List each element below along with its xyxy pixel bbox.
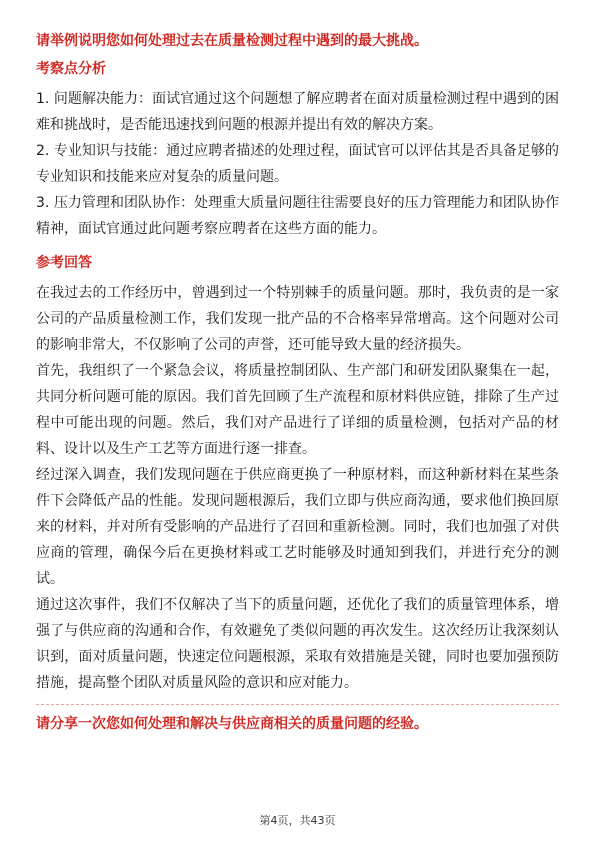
analysis-item: 1. 问题解决能力：面试官通过这个问题想了解应聘者在面对质量检测过程中遇到的困难和挑战时，是否能迅速找到问题的根源并提出有效的解决方案。 — [36, 91, 559, 133]
document-page — [36, 30, 559, 735]
analysis-item: 3. 压力管理和团队协作：处理重大质量问题往往需要良好的压力管理能力和团队协作精神，面试官通过此问题考察应聘者在这些方面的能力。 — [36, 195, 559, 237]
section-divider — [36, 704, 559, 705]
answer-title: 参考回答 — [36, 255, 92, 271]
analysis-title: 考察点分析 — [36, 61, 106, 77]
page-footer: 第4页，共43页 — [259, 814, 336, 827]
next-question-heading: 请分享一次您如何处理和解决与供应商相关的质量问题的经验。 — [36, 716, 428, 732]
answer-paragraph: 首先，我组织了一个紧急会议，将质量控制团队、生产部门和研发团队聚集在一起，共同分析问题可能的原因。我们首先回顾了生产流程和原材料供应链，排除了生产过程中可能出现的问题。然后，我们对产品进行了详细的质量检测，包括对产品的材料、设计以及生产工艺等方面进行逐一排查。 — [36, 363, 559, 457]
question-heading: 请举例说明您如何处理过去在质量检测过程中遇到的最大挑战。 — [36, 33, 428, 49]
answer-paragraph: 通过这次事件，我们不仅解决了当下的质量问题，还优化了我们的质量管理体系，增强了与供应商的沟通和合作，有效避免了类似问题的再次发生。这次经历让我深刻认识到，面对质量问题，快速定位问题根源，采取有效措施是关键，同时也要加强预防措施，提高整个团队对质量风险的意识和应对能力。 — [36, 597, 559, 691]
analysis-item: 2. 专业知识与技能：通过应聘者描述的处理过程，面试官可以评估其是否具备足够的专业知识和技能来应对复杂的质量问题。 — [36, 143, 559, 185]
answer-paragraph: 在我过去的工作经历中，曾遇到过一个特别棘手的质量问题。那时，我负责的是一家公司的产品质量检测工作，我们发现一批产品的不合格率异常增高。这个问题对公司的影响非常大，不仅影响了公司的声誉，还可能导致大量的经济损失。 — [36, 285, 559, 353]
answer-paragraph: 经过深入调查，我们发现问题在于供应商更换了一种原材料，而这种新材料在某些条件下会降低产品的性能。发现问题根源后，我们立即与供应商沟通，要求他们换回原来的材料，并对所有受影响的产品进行了召回和重新检测。同时，我们也加强了对供应商的管理，确保今后在更换材料或工艺时能够及时通知到我们，并进行充分的测试。 — [36, 467, 559, 587]
